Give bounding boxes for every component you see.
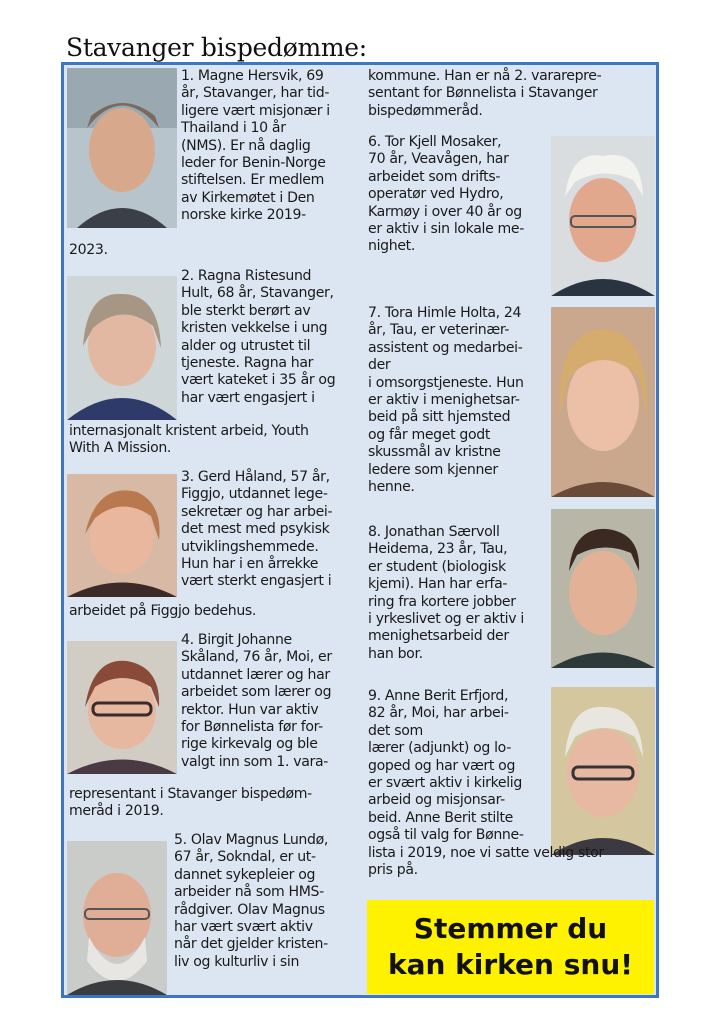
slogan-banner (367, 900, 654, 994)
slogan-line-1: Stemmer du (413, 912, 608, 945)
candidate-bio-2: 2. Ragna Ristesund Hult, 68 år, Stavanger, ble sterkt berørt av kristen vekkelse i ung alder og utrustet til tjeneste. Ragna har vært kateket i 35 år og har vært engasjert i (181, 268, 336, 406)
candidate-bio-6: 6. Tor Kjell Mosaker, 70 år, Veavågen, har arbeidet som drifts- operatør ved Hydro, Karmøy i over 40 år og er aktiv i sin lokale me- nighet. (368, 134, 524, 255)
slogan-line-2: kan kirken snu! (387, 948, 634, 981)
candidate-bio-3-tail: arbeidet på Figgjo bedehus. (69, 603, 257, 619)
candidate-photo-8 (551, 509, 655, 668)
candidate-bio-5-continued: kommune. Han er nå 2. vararepre- sentant for Bønnelista i Stavanger bispedømmeråd. (368, 68, 602, 119)
candidate-bio-8: 8. Jonathan Særvoll Heidema, 23 år, Tau, er student (biologisk kjemi). Han har erfa- ring fra kortere jobber i yrkeslivet og er aktiv i menighetsarbeid der han bor. (368, 524, 524, 662)
candidate-photo-1 (67, 68, 177, 228)
candidate-bio-2-tail: internasjonalt kristent arbeid, Youth With A Mission. (69, 423, 309, 457)
candidate-bio-4: 4. Birgit Johanne Skåland, 76 år, Moi, er utdannet lærer og har arbeidet som lærer og rektor. Hun var aktiv for Bønnelista før for- rige kirkevalg og ble valgt inn som 1. vara- (181, 632, 332, 770)
candidate-bio-3: 3. Gerd Håland, 57 år, Figgjo, utdannet lege- sekretær og har arbei- det mest med psykisk utviklingshemmede. Hun har i en årrekke vært sterkt engasjert i (181, 469, 333, 590)
candidate-photo-7 (551, 307, 655, 497)
candidate-bio-7: 7. Tora Himle Holta, 24 år, Tau, er veterinær- assistent og medarbei- der i omsorgstjeneste. Hun er aktiv i menighetsar- beid på sitt hjemsted og får meget godt skussmål av kristne ledere som kjenner henne. (368, 305, 524, 496)
candidate-photo-5 (67, 841, 167, 995)
page-title: Stavanger bispedømme: (66, 33, 367, 62)
candidate-bio-5: 5. Olav Magnus Lundø, 67 år, Sokndal, er ut- dannet sykepleier og arbeider nå som HMS- rådgiver. Olav Magnus har vært svært aktiv når det gjelder kristen- liv og kulturliv i sin (174, 832, 328, 970)
candidate-bio-4-tail: representant i Stavanger bispedøm- meråd i 2019. (69, 786, 312, 820)
candidate-bio-1: 1. Magne Hersvik, 69 år, Stavanger, har tid- ligere vært misjonær i Thailand i 10 år (NMS). Er nå daglig leder for Benin-Norge stiftelsen. Er medlem av Kirkemøtet i Den norske kirke 2019- (181, 68, 330, 224)
candidate-photo-6 (551, 136, 655, 296)
candidate-bio-9: 9. Anne Berit Erfjord, 82 år, Moi, har arbei- det som lærer (adjunkt) og lo- goped og har vært og er svært aktiv i kirkelig arbeid og misjonsar- beid. Anne Berit stilte også til valg for Bønne- lista i 2019, noe vi satte veldig stor pris på. (368, 688, 604, 879)
candidate-photo-3 (67, 474, 177, 597)
candidate-photo-2 (67, 276, 177, 420)
candidate-photo-4 (67, 641, 177, 774)
candidate-bio-1-tail: 2023. (69, 242, 108, 258)
